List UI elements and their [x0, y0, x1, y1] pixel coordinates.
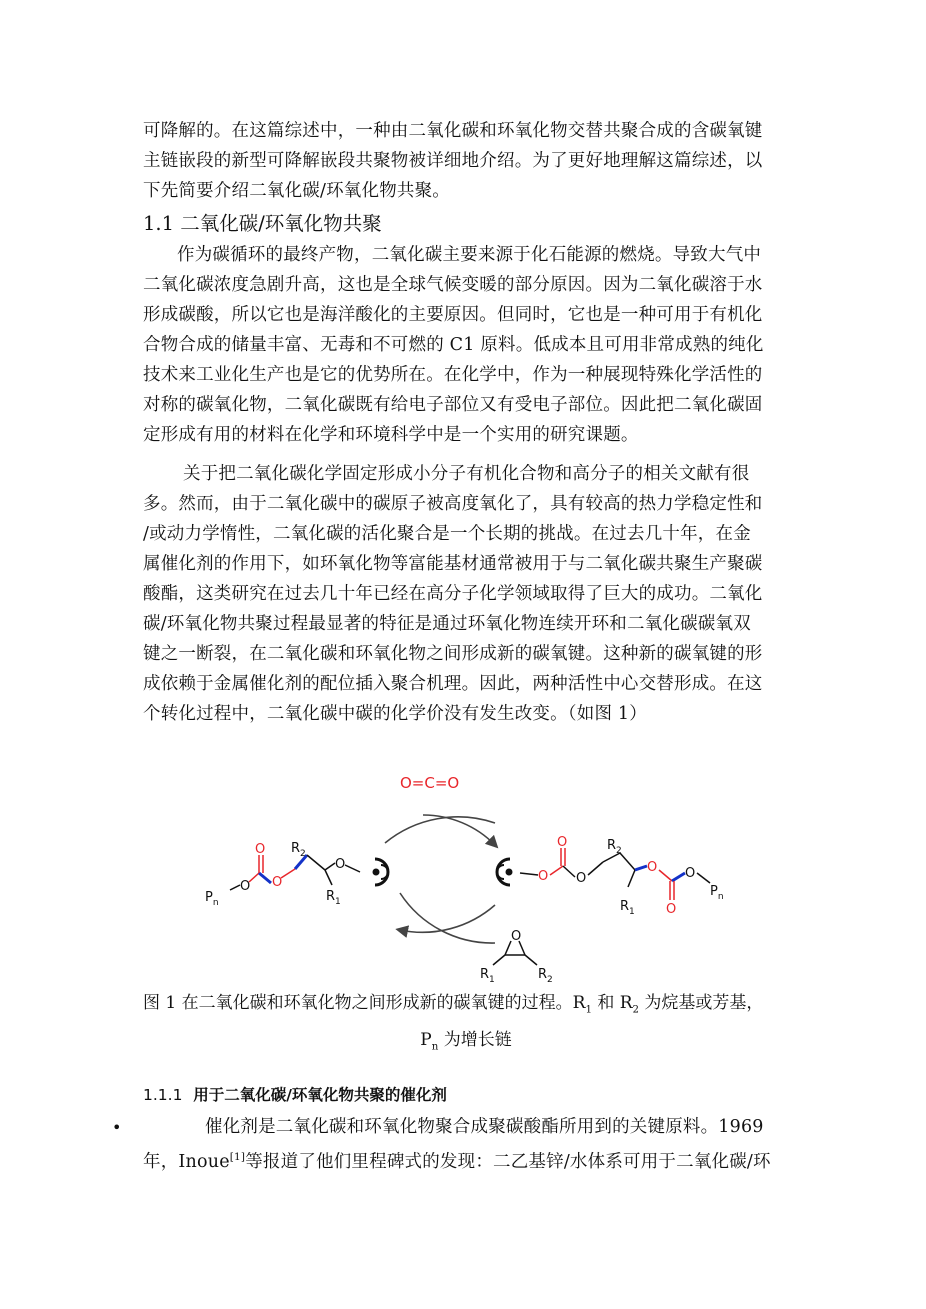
- left-o-ester: O: [240, 879, 251, 894]
- text-line: 键之一断裂，在二氧化碳和环氧化物之间形成新的碳氧键。这种新的碳氧键的形: [143, 644, 763, 664]
- caption-r1: R: [572, 993, 586, 1013]
- text-line: 定形成有用的材料在化学和环境科学中是一个实用的研究课题。: [143, 425, 639, 445]
- citation-ref[interactable]: [1]: [229, 1151, 246, 1163]
- list-bullet: •: [112, 1118, 122, 1137]
- copolymerization-scheme-figure: [195, 765, 755, 985]
- left-o-new: O: [272, 875, 283, 890]
- epoxide-r2: R: [538, 967, 548, 982]
- right-o-ester-2: O: [685, 866, 696, 881]
- inoue-text: 年，Inoue: [143, 1151, 230, 1172]
- subsection-title: 用于二氧化碳/环氧化物共聚的催化剂: [193, 1086, 447, 1104]
- left-r2-sub: 2: [300, 849, 306, 859]
- epoxide-r1: R: [480, 967, 490, 982]
- right-r1-sub: 1: [629, 907, 635, 917]
- arc-arrow-bottom-right: [400, 893, 495, 943]
- right-o-carbonyl-2: O: [666, 902, 677, 917]
- svg-text:R1: [326, 889, 341, 907]
- text-line: 可降解的。在这篇综述中，一种由二氧化碳和环氧化物交替共聚合成的含碳氧键: [143, 121, 763, 141]
- section-heading: [143, 208, 382, 236]
- intro-paragraph: [143, 116, 789, 206]
- caption-pn: P: [420, 1030, 432, 1051]
- right-o-carbonyl-1: O: [557, 835, 568, 850]
- text-line: 属催化剂的作用下，如环氧化物等富能基材通常被用于与二氧化碳共聚生产聚碳: [143, 554, 763, 574]
- metal-catalyst-left: [373, 859, 389, 885]
- text-line: 酸酯，这类研究在过去几十年已经在高分子化学领域取得了巨大的成功。二氧化: [143, 584, 763, 604]
- subsection-heading: [143, 1083, 447, 1105]
- text-line-rest: 等报道了他们里程碑式的发现：二乙基锌/水体系可用于二氧化碳/环: [245, 1151, 771, 1172]
- text-line: 下先简要介绍二氧化碳/环氧化物共聚。: [143, 181, 450, 201]
- left-o-metal: O: [335, 857, 346, 872]
- paragraph-3: [143, 1112, 789, 1177]
- svg-text:R1: [480, 967, 495, 985]
- text-line: /或动力学惰性，二氧化碳的活化聚合是一个长期的挑战。在过去几十年，在金: [143, 524, 751, 544]
- subsection-number: 1.1.1: [143, 1086, 183, 1104]
- paragraph-1: [143, 240, 789, 450]
- epoxide-o: O: [511, 929, 522, 944]
- caption-suffix-1: 为烷基或芳基，: [639, 993, 764, 1013]
- right-o-metal: O: [538, 869, 549, 884]
- arc-arrow-bottom-left: [400, 905, 495, 932]
- caption-suffix-2: 为增长链: [438, 1030, 512, 1051]
- section-title: 二氧化碳/环氧化物共聚: [180, 212, 382, 235]
- svg-text:Pn: [205, 890, 219, 908]
- epoxide-labels: [480, 929, 553, 985]
- paragraph-2: [143, 459, 789, 729]
- text-line: 碳/环氧化物共聚过程最显著的特征是通过环氧化物连续开环和二氧化碳碳氧双: [143, 614, 751, 634]
- left-r1-label: R: [326, 889, 336, 904]
- left-r1-sub: 1: [335, 897, 341, 907]
- svg-text:R2: [291, 841, 306, 859]
- caption-prefix: 图 1 在二氧化碳和环氧化物之间形成新的碳氧键的过程。: [143, 993, 573, 1013]
- co2-label: O=C=O: [400, 774, 460, 792]
- text-line: 形成碳酸，所以它也是海洋酸化的主要原因。但同时，它也是一种可用于有机化: [143, 305, 763, 325]
- text-line: 成依赖于金属催化剂的配位插入聚合机理。因此，两种活性中心交替形成。在这: [143, 674, 763, 694]
- caption-r1-sub: 1: [585, 1004, 592, 1016]
- text-line: 多。然而，由于二氧化碳中的碳原子被高度氧化了，具有较高的热力学稳定性和: [143, 494, 763, 514]
- right-r2-sub: 2: [616, 846, 622, 856]
- metal-catalyst-right: [497, 859, 513, 885]
- epoxide-r1-sub: 1: [489, 975, 495, 985]
- arc-arrow-top-left: [385, 817, 495, 843]
- figure-caption: [143, 988, 789, 1063]
- right-pn-label: P: [710, 884, 718, 899]
- right-r2-label: R: [607, 838, 617, 853]
- text-line: 个转化过程中，二氧化碳中碳的化学价没有发生改变。（如图 1）: [143, 704, 647, 724]
- caption-line-1: [143, 988, 789, 1025]
- svg-text:Pn: [710, 884, 724, 902]
- right-polymer-chain: [520, 848, 710, 900]
- left-o-carbonyl: O: [255, 842, 266, 857]
- left-pn-sub: n: [212, 898, 219, 908]
- right-chain-labels: [538, 835, 724, 917]
- text-line: 对称的碳氧化物，二氧化碳既有给电子部位又有受电子部位。因此把二氧化碳固: [143, 395, 763, 415]
- svg-text:R2: [607, 838, 622, 856]
- text-line: 合物合成的储量丰富、无毒和不可燃的 C1 原料。低成本且可用非常成熟的纯化: [143, 335, 764, 355]
- left-pn-label: P: [205, 890, 213, 905]
- text-line: 催化剂是二氧化碳和环氧化物聚合成聚碳酸酯所用到的关键原料。1969: [205, 1117, 764, 1137]
- right-o-new: O: [647, 860, 658, 875]
- left-chain-labels: [205, 841, 345, 908]
- text-line: 作为碳循环的最终产物，二氧化碳主要来源于化石能源的燃烧。导致大气中: [177, 245, 762, 265]
- text-line: 二氧化碳浓度急剧升高，这也是全球气候变暖的部分原因。因为二氧化碳溶于水: [143, 275, 763, 295]
- epoxide-r2-sub: 2: [547, 975, 553, 985]
- right-o-ester-1: O: [576, 871, 587, 886]
- caption-pn-sub: n: [431, 1041, 439, 1053]
- caption-r2: R: [619, 993, 633, 1013]
- text-line: 主链嵌段的新型可降解嵌段共聚物被详细地介绍。为了更好地理解这篇综述，以: [143, 151, 763, 171]
- epoxide-structure: [493, 941, 537, 965]
- text-line: [143, 1142, 789, 1177]
- left-r2-label: R: [291, 841, 301, 856]
- caption-and: 和: [591, 993, 620, 1013]
- section-number: 1.1: [143, 212, 175, 235]
- text-line: 技术来工业化生产也是它的优势所在。在化学中，作为一种展现特殊化学活性的: [143, 365, 763, 385]
- caption-line-2: [143, 1025, 789, 1062]
- right-r1-label: R: [620, 899, 630, 914]
- caption-r2-sub: 2: [632, 1004, 640, 1016]
- right-pn-sub: n: [717, 892, 724, 902]
- svg-text:R2: [538, 967, 553, 985]
- svg-text:R1: [620, 899, 635, 917]
- text-line: 关于把二氧化碳化学固定形成小分子有机化合物和高分子的相关文献有很: [183, 464, 750, 484]
